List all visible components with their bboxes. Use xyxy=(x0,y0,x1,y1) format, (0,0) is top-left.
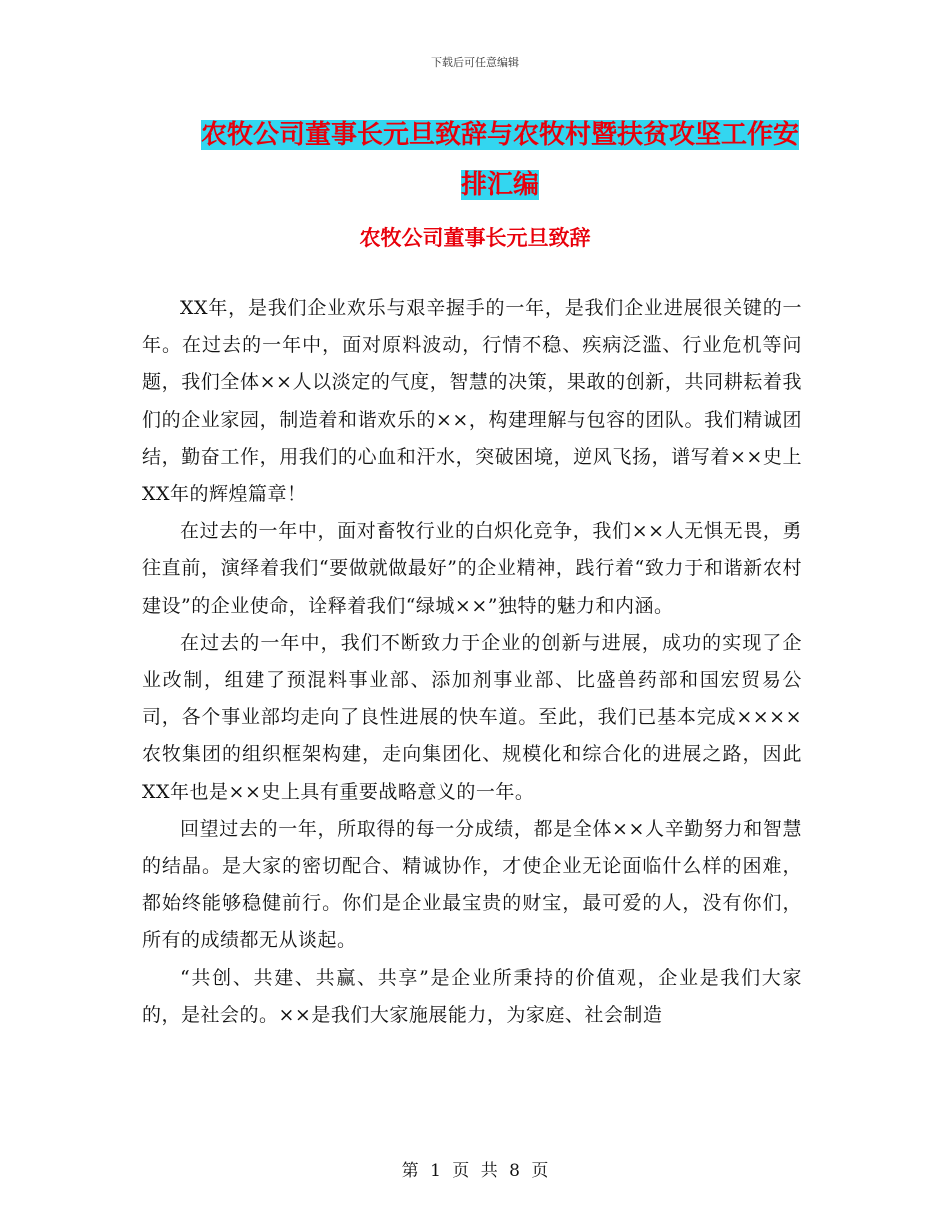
header-note: 下载后可任意编辑 xyxy=(431,56,519,69)
paragraph: 回望过去的一年，所取得的每一分成绩，都是全体××人辛勤努力和智慧的结晶。是大家的密切配合、精诚协作，才使企业无论面临什么样的困难，都始终能够稳健前行。你们是企业最宝贵的财宝，最可爱的人，没有你们，所有的成绩都无从谈起。 xyxy=(142,817,802,952)
paragraph: XX年，是我们企业欢乐与艰辛握手的一年，是我们企业进展很关键的一年。在过去的一年中，面对原料波动，行情不稳、疾病泛滥、行业危机等问题，我们全体××人以淡定的气度，智慧的决策，果敢的创新，共同耕耘着我们的企业家园，制造着和谐欢乐的××，构建理解与包容的团队。我们精诚团结，勤奋工作，用我们的心血和汗水，突破困境，逆风飞扬，谱写着××史上XX年的辉煌篇章！ xyxy=(142,297,802,506)
paragraph: 在过去的一年中，我们不断致力于企业的创新与进展，成功的实现了企业改制，组建了预混料事业部、添加剂事业部、比盛兽药部和国宏贸易公司，各个事业部均走向了良性进展的快车道。至此，我们已基本完成××××农牧集团的组织框架构建，走向集团化、规模化和综合化的进展之路，因此XX年也是××史上具有重要战略意义的一年。 xyxy=(142,631,802,803)
page-footer: 第 1 页 共 8 页 xyxy=(401,1161,549,1181)
document-body xyxy=(142,290,802,1034)
paragraph: 在过去的一年中，面对畜牧行业的白炽化竞争，我们××人无惧无畏，勇往直前，演绎着我们“要做就做最好”的企业精神，践行着“致力于和谐新农村建设”的企业使命，诠释着我们“绿城××”独特的魅力和内涵。 xyxy=(142,520,802,617)
paragraph: “共创、共建、共赢、共享”是企业所秉持的价值观，企业是我们大家的，是社会的。××是我们大家施展能力，为家庭、社会制造 xyxy=(142,966,802,1026)
section-title: 农牧公司董事长元旦致辞 xyxy=(359,225,591,250)
document-title-text: 农牧公司董事长元旦致辞与农牧村暨扶贫攻坚工作安排汇编 xyxy=(200,120,799,200)
document-title xyxy=(190,110,810,210)
